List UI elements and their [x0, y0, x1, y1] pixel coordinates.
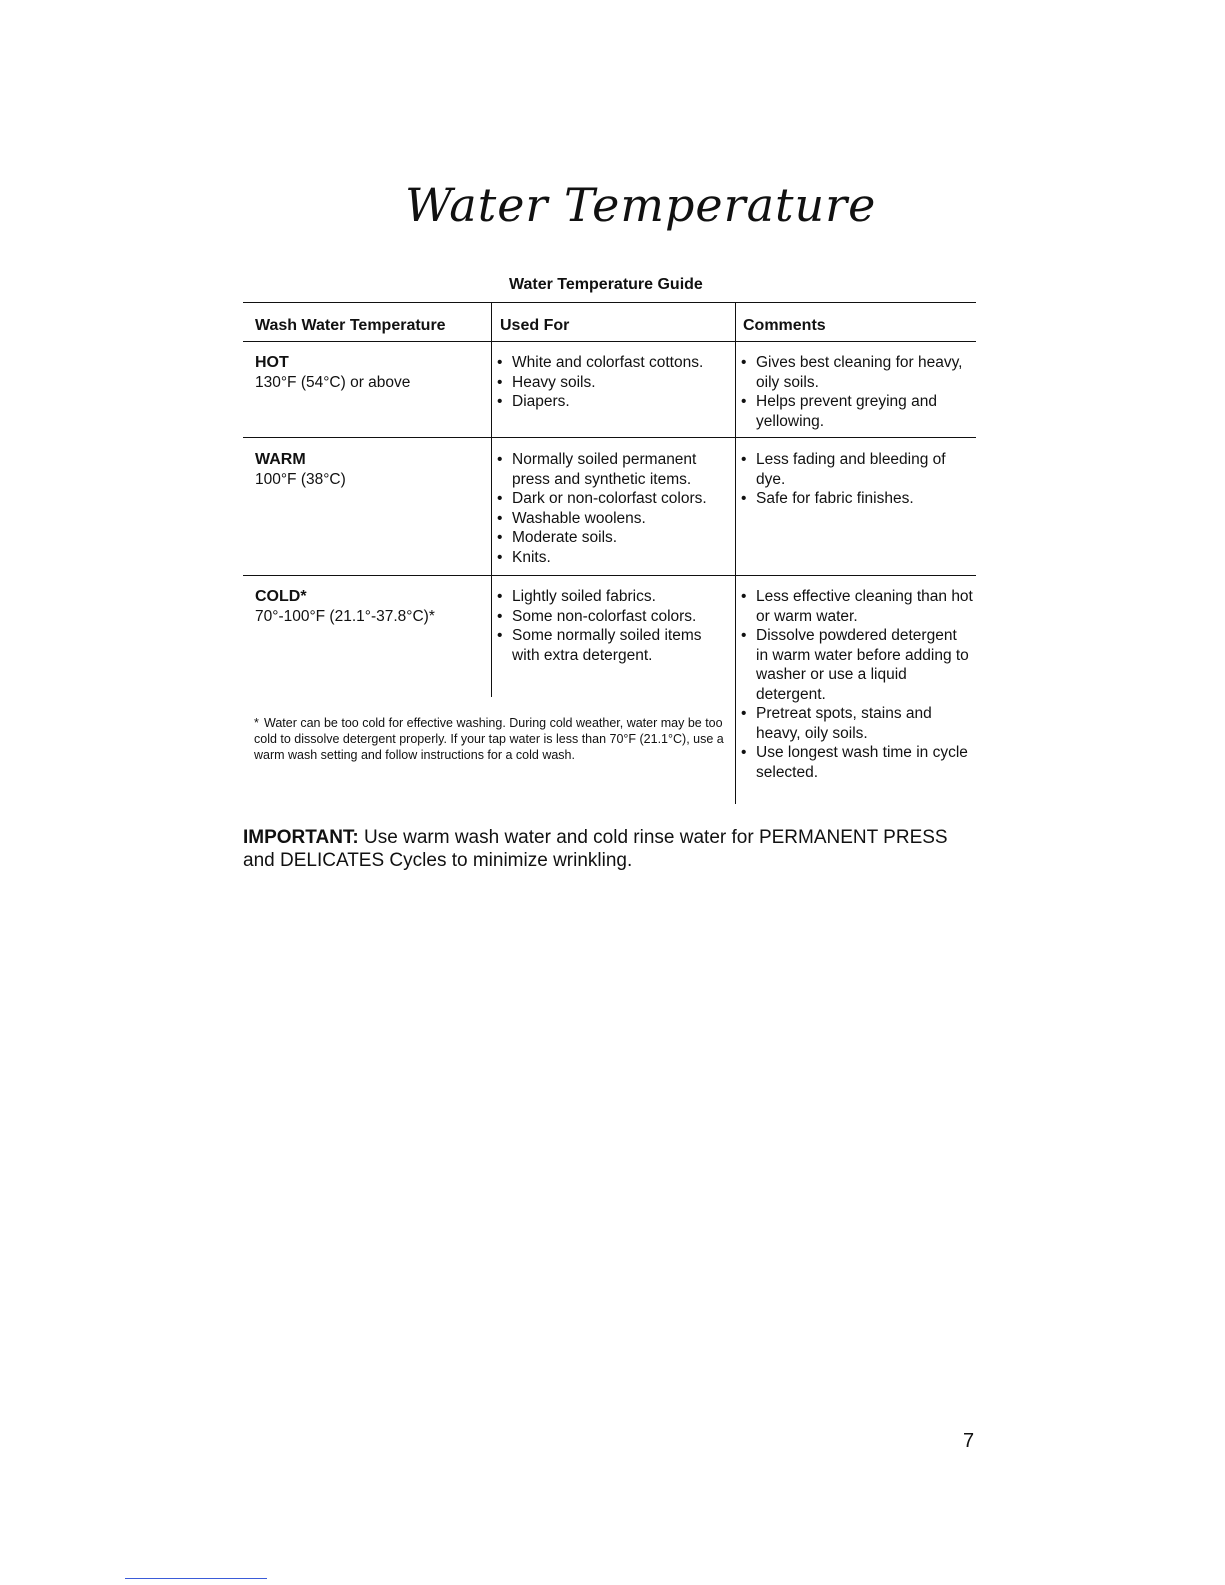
list-item: • Knits. [497, 548, 551, 566]
list-item: • Safe for fabric finishes. [741, 490, 914, 507]
list-item: • Gives best cleaning for heavy, oily soils. [741, 354, 963, 391]
important-label: IMPORTANT: [243, 827, 359, 848]
list-item: • White and colorfast cottons. [497, 354, 704, 371]
column-divider [491, 302, 492, 697]
table-row-hot-comments [741, 353, 973, 431]
temperature-range: 100°F (38°C) [255, 470, 346, 488]
row-label: HOT [255, 354, 289, 371]
table-top-rule [243, 302, 976, 303]
list-item: • Heavy soils. [497, 373, 596, 391]
table-row-hot-temperature [255, 353, 480, 392]
list-item: • Use longest wash time in cycle selected. [741, 744, 968, 781]
row-divider [243, 575, 976, 576]
list-item: • Normally soiled permanent press and synthetic items. [497, 451, 697, 488]
footnote-text: Water can be too cold for effective washing. During cold weather, water may be too cold to dissolve detergent properly. If your tap water is less than 70°F (21.1°C), use a warm wash setting and follow instructions for a cold wash. [254, 716, 724, 762]
table-row-cold-temperature [255, 587, 480, 626]
header-bottom-rule [243, 341, 976, 342]
table-row-cold-comments [741, 587, 973, 782]
list-item: • Lightly soiled fabrics. [497, 588, 656, 605]
list-item: • Helps prevent greying and yellowing. [741, 393, 937, 430]
list-item: • Less effective cleaning than hot or warm water. [741, 588, 973, 625]
row-divider [243, 437, 976, 438]
temperature-range: 130°F (54°C) or above [255, 373, 411, 391]
bottom-link-underline [125, 1578, 267, 1579]
important-text: Use warm wash water and cold rinse water for PERMANENT PRESS and DELICATES Cycles to minimize wrinkling. [243, 827, 948, 871]
row-label: WARM [255, 451, 306, 468]
list-item: • Moderate soils. [497, 529, 618, 546]
list-item: • Dissolve powdered detergent in warm water before adding to washer or use a liquid detergent. [741, 627, 969, 703]
page-title: Water Temperature [405, 178, 877, 232]
list-item: • Some non-colorfast colors. [497, 607, 697, 625]
list-item: • Some normally soiled items with extra detergent. [497, 627, 702, 664]
column-divider [735, 302, 736, 804]
temperature-range: 70°-100°F (21.1°-37.8°C)* [255, 607, 435, 625]
table-row-hot-used-for [497, 353, 727, 412]
important-note [243, 826, 983, 872]
table-caption: Water Temperature Guide [509, 276, 703, 293]
column-header: Used For [500, 317, 570, 334]
column-header: Comments [743, 317, 826, 334]
table-row-warm-temperature [255, 450, 480, 489]
list-item: • Less fading and bleeding of dye. [741, 451, 946, 488]
row-label: COLD* [255, 588, 307, 605]
list-item: • Pretreat spots, stains and heavy, oily soils. [741, 705, 932, 742]
footnote-mark: * [254, 716, 259, 730]
list-item: • Dark or non-colorfast colors. [497, 490, 707, 507]
list-item: • Washable woolens. [497, 509, 646, 527]
page-number: 7 [963, 1430, 975, 1452]
table-row-warm-used-for [497, 450, 727, 567]
list-item: • Diapers. [497, 393, 570, 410]
table-row-cold-used-for [497, 587, 722, 665]
table-row-warm-comments [741, 450, 973, 509]
column-header: Wash Water Temperature [255, 317, 446, 334]
table-footnote [254, 715, 724, 763]
